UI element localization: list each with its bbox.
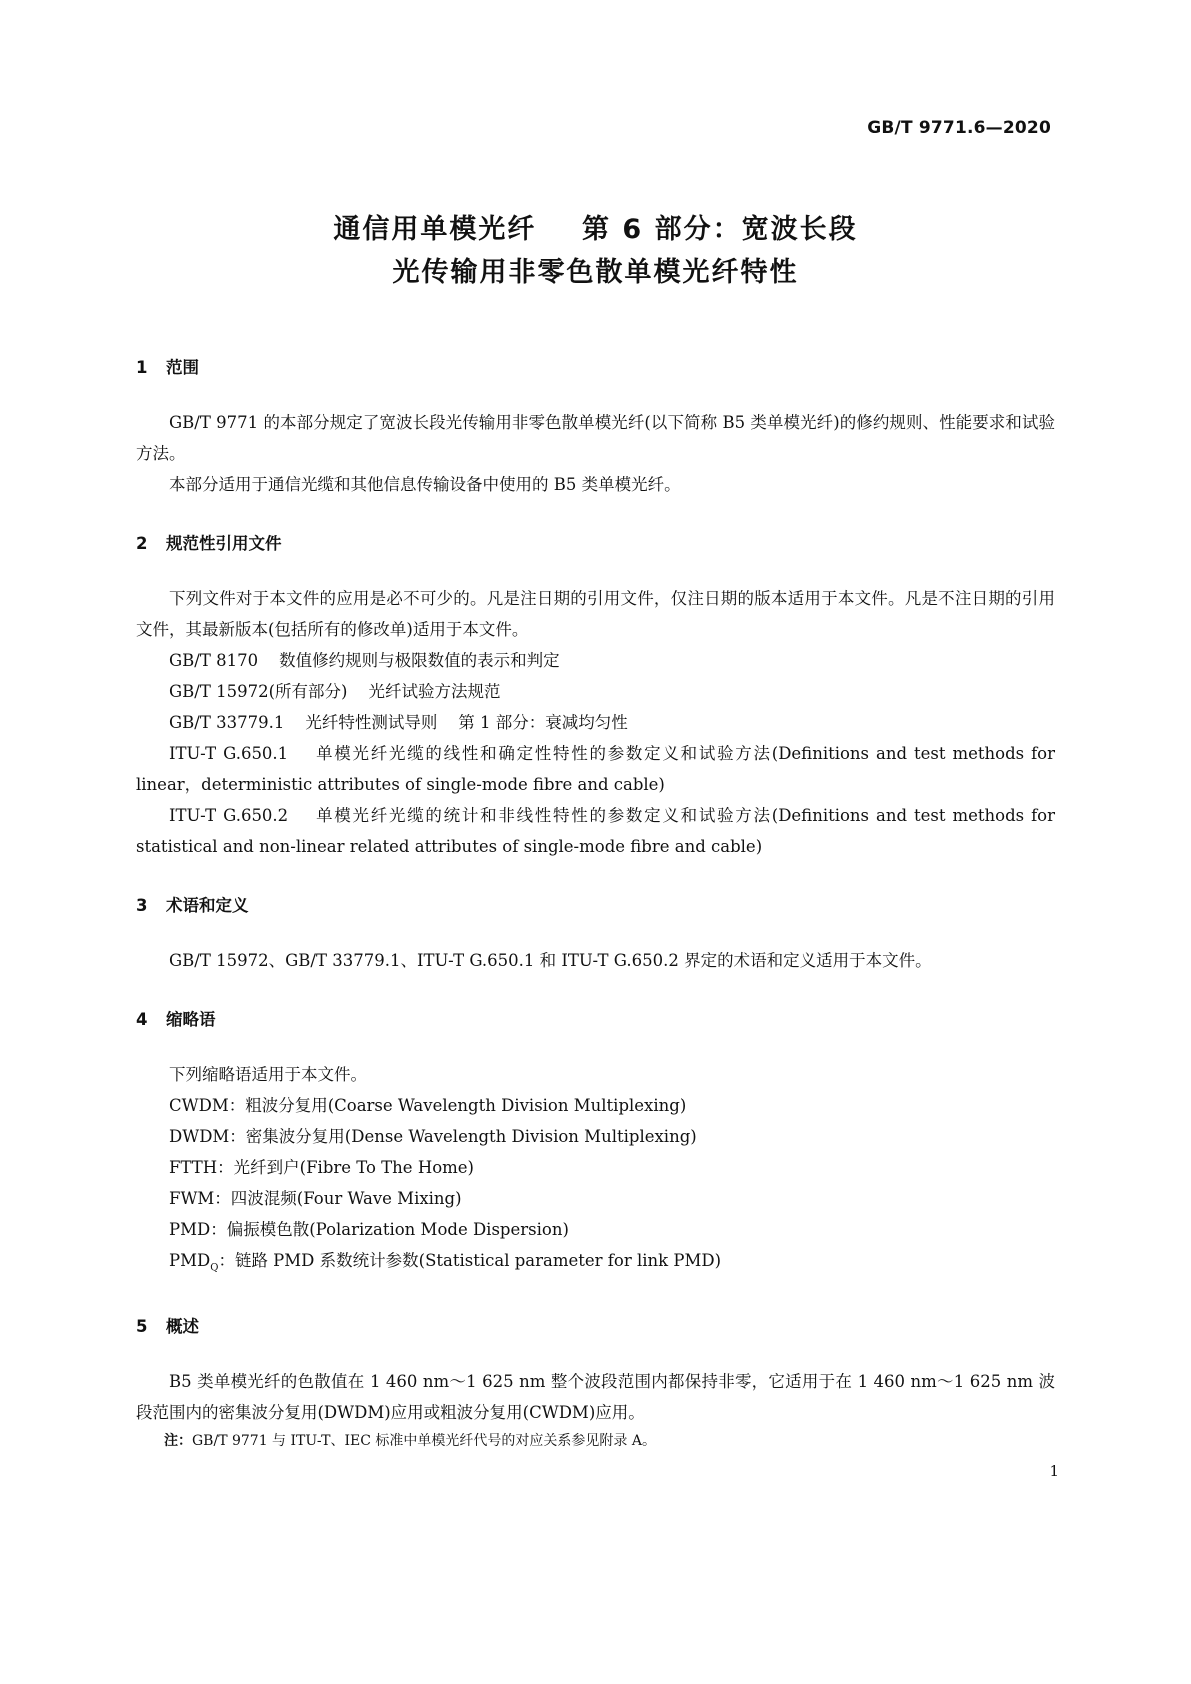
title-line-2: 光传输用非零色散单模光纤特性 xyxy=(392,257,799,288)
page-number: 1 xyxy=(1049,1462,1059,1480)
paragraph: GB/T 9771 的本部分规定了宽波长段光传输用非零色散单模光纤(以下简称 B5 类单模光纤)的修约规则、性能要求和试验方法。 xyxy=(136,413,1055,463)
paragraph: B5 类单模光纤的色散值在 1 460 nm～1 625 nm 整个波段范围内都保持非零，它适用于在 1 460 nm～1 625 nm 波段范围内的密集波分复用(DWDM)应用或粗波分复用(CWDM)应用。 xyxy=(136,1372,1055,1423)
standard-code: GB/T 9771.6—2020 xyxy=(867,118,1051,138)
subscript: Q xyxy=(210,1262,219,1274)
document-title xyxy=(0,208,1191,294)
paragraph: 下列文件对于本文件的应用是必不可少的。凡是注日期的引用文件，仅注日期的版本适用于本文件。凡是不注日期的引用文件，其最新版本(包括所有的修改单)适用于本文件。 xyxy=(136,589,1055,639)
abbreviation-definition: ：链路 PMD 系数统计参数(Statistical parameter for link PMD) xyxy=(218,1251,722,1270)
note-label: 注： xyxy=(164,1433,192,1450)
section-title: 范围 xyxy=(166,358,199,377)
section-number: 2 xyxy=(136,534,148,553)
title-line-1: 通信用单模光纤 第 6 部分：宽波长段 xyxy=(333,214,858,245)
document-body xyxy=(136,356,1061,1454)
section-title: 缩略语 xyxy=(166,1010,216,1029)
abbreviation-item: DWDM：密集波分复用(Dense Wavelength Division Multiplexing) xyxy=(169,1127,697,1146)
abbreviation-item-pmdq xyxy=(136,1245,1055,1283)
abbreviation-item: CWDM：粗波分复用(Coarse Wavelength Division Multiplexing) xyxy=(169,1096,687,1115)
reference-item: ITU-T G.650.2 单模光纤光缆的统计和非线性特性的参数定义和试验方法(Definitions and test methods for statistical and non-linear related attributes of single-mode fibre and cable) xyxy=(136,806,1061,856)
section-number: 1 xyxy=(136,358,148,377)
paragraph: 本部分适用于通信光缆和其他信息传输设备中使用的 B5 类单模光纤。 xyxy=(169,475,681,494)
reference-item: GB/T 33779.1 光纤特性测试导则 第 1 部分：衰减均匀性 xyxy=(169,713,628,732)
reference-item: GB/T 15972(所有部分) 光纤试验方法规范 xyxy=(169,682,501,701)
section-number: 5 xyxy=(136,1317,148,1337)
section-heading-scope xyxy=(136,356,1055,380)
note xyxy=(136,1428,1055,1454)
section-title: 规范性引用文件 xyxy=(166,534,282,553)
section-heading-abbreviations xyxy=(136,1008,1055,1032)
section-number: 3 xyxy=(136,896,148,915)
section-title: 概述 xyxy=(166,1317,199,1337)
paragraph: GB/T 15972、GB/T 33779.1、ITU-T G.650.1 和 ITU-T G.650.2 界定的术语和定义适用于本文件。 xyxy=(169,951,932,970)
section-heading-overview xyxy=(136,1315,1055,1339)
abbreviation-item: FTTH：光纤到户(Fibre To The Home) xyxy=(169,1158,474,1177)
abbreviation-term: PMD xyxy=(169,1251,211,1270)
reference-item: GB/T 8170 数值修约规则与极限数值的表示和判定 xyxy=(169,651,560,670)
reference-item: ITU-T G.650.1 单模光纤光缆的线性和确定性特性的参数定义和试验方法(Definitions and test methods for linear，deterministic attributes of single-mode fibre and cable) xyxy=(136,744,1061,794)
note-text: GB/T 9771 与 ITU-T、IEC 标准中单模光纤代号的对应关系参见附录 A。 xyxy=(192,1433,656,1450)
section-title: 术语和定义 xyxy=(166,896,249,915)
paragraph: 下列缩略语适用于本文件。 xyxy=(169,1065,367,1084)
abbreviation-item: PMD：偏振模色散(Polarization Mode Dispersion) xyxy=(169,1220,569,1239)
section-number: 4 xyxy=(136,1010,148,1029)
section-heading-normative-references xyxy=(136,532,1055,556)
section-heading-terms xyxy=(136,894,1055,918)
abbreviation-item: FWM：四波混频(Four Wave Mixing) xyxy=(169,1189,462,1208)
